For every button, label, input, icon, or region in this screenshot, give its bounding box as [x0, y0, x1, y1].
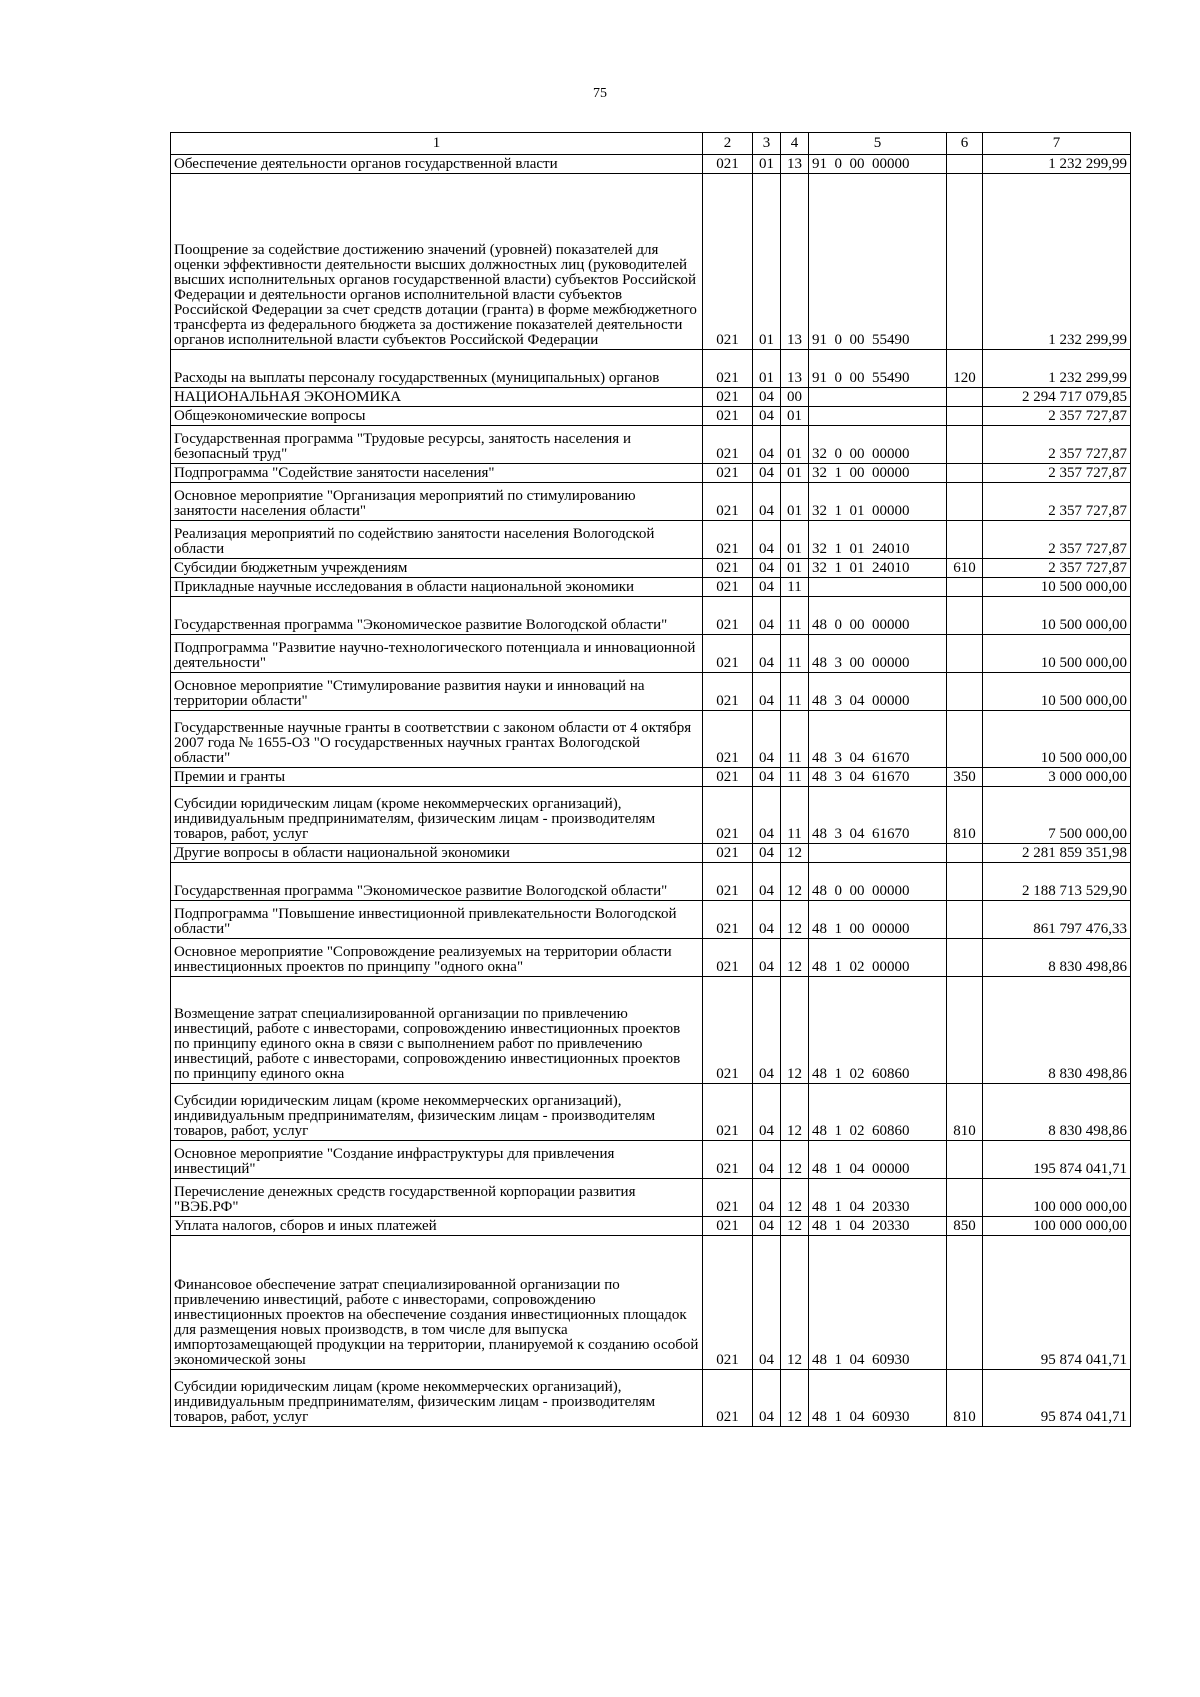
table-row: [171, 1236, 1131, 1370]
subsection-cell: 01: [781, 483, 809, 521]
row-name-cell: НАЦИОНАЛЬНАЯ ЭКОНОМИКА: [171, 388, 703, 407]
expense-type-cell: [947, 483, 983, 521]
table-body: [171, 155, 1131, 1427]
expense-type-cell: 120: [947, 350, 983, 388]
admin-code-cell: 021: [703, 174, 753, 350]
admin-code-cell: 021: [703, 787, 753, 844]
amount-cell: 861 797 476,33: [983, 901, 1131, 939]
admin-code-cell: 021: [703, 388, 753, 407]
admin-code-cell: 021: [703, 1217, 753, 1236]
row-name-cell: Субсидии бюджетным учреждениям: [171, 559, 703, 578]
subsection-cell: 00: [781, 388, 809, 407]
admin-code-cell: 021: [703, 597, 753, 635]
expense-type-cell: [947, 844, 983, 863]
target-article-cell: 91 0 00 00000: [809, 155, 947, 174]
amount-cell: 195 874 041,71: [983, 1141, 1131, 1179]
table-row: [171, 407, 1131, 426]
target-article-cell: [809, 844, 947, 863]
budget-table: [170, 132, 1131, 1427]
admin-code-cell: 021: [703, 1179, 753, 1217]
section-cell: 04: [753, 407, 781, 426]
row-name-cell: Основное мероприятие "Организация мероприятий по стимулированию занятости населения области": [171, 483, 703, 521]
admin-code-cell: 021: [703, 155, 753, 174]
expense-type-cell: [947, 1141, 983, 1179]
amount-cell: 1 232 299,99: [983, 174, 1131, 350]
amount-cell: 1 232 299,99: [983, 350, 1131, 388]
target-article-cell: 48 0 00 00000: [809, 863, 947, 901]
subsection-cell: 11: [781, 673, 809, 711]
admin-code-cell: 021: [703, 711, 753, 768]
row-name-cell: Подпрограмма "Повышение инвестиционной привлекательности Вологодской области": [171, 901, 703, 939]
row-name-cell: Премии и гранты: [171, 768, 703, 787]
subsection-cell: 11: [781, 635, 809, 673]
subsection-cell: 12: [781, 1141, 809, 1179]
admin-code-cell: 021: [703, 635, 753, 673]
row-name-cell: Прикладные научные исследования в области национальной экономики: [171, 578, 703, 597]
row-name-cell: Уплата налогов, сборов и иных платежей: [171, 1217, 703, 1236]
header-row: [171, 133, 1131, 155]
table-row: [171, 1217, 1131, 1236]
target-article-cell: 48 1 04 20330: [809, 1217, 947, 1236]
subsection-cell: 01: [781, 407, 809, 426]
expense-type-cell: [947, 597, 983, 635]
table-row: [171, 559, 1131, 578]
amount-cell: 2 357 727,87: [983, 426, 1131, 464]
subsection-cell: 01: [781, 426, 809, 464]
target-article-cell: 32 1 00 00000: [809, 464, 947, 483]
expense-type-cell: [947, 673, 983, 711]
table-row: [171, 901, 1131, 939]
table-row: [171, 464, 1131, 483]
section-cell: 04: [753, 521, 781, 559]
target-article-cell: 32 1 01 00000: [809, 483, 947, 521]
row-name-cell: Подпрограмма "Развитие научно-технологического потенциала и инновационной деятельности": [171, 635, 703, 673]
expense-type-cell: [947, 174, 983, 350]
expense-type-cell: [947, 1179, 983, 1217]
admin-code-cell: 021: [703, 426, 753, 464]
table-row: [171, 711, 1131, 768]
section-cell: 04: [753, 901, 781, 939]
section-cell: 01: [753, 174, 781, 350]
row-name-cell: Государственная программа "Трудовые ресурсы, занятость населения и безопасный труд": [171, 426, 703, 464]
section-cell: 04: [753, 559, 781, 578]
subsection-cell: 01: [781, 464, 809, 483]
section-cell: 04: [753, 1141, 781, 1179]
section-cell: 04: [753, 711, 781, 768]
amount-cell: 2 357 727,87: [983, 407, 1131, 426]
row-name-cell: Возмещение затрат специализированной организации по привлечению инвестиций, работе с инвесторами, сопровождению инвестиционных проектов по принципу единого окна в связи с выполнением работ по привлечению инвестиций, работе с инвесторами, сопровождению инвестиционных проектов по принципу единого окна: [171, 977, 703, 1084]
column-header: 5: [809, 133, 947, 155]
section-cell: 01: [753, 155, 781, 174]
amount-cell: 10 500 000,00: [983, 578, 1131, 597]
admin-code-cell: 021: [703, 863, 753, 901]
admin-code-cell: 021: [703, 464, 753, 483]
amount-cell: 3 000 000,00: [983, 768, 1131, 787]
expense-type-cell: 350: [947, 768, 983, 787]
amount-cell: 2 357 727,87: [983, 483, 1131, 521]
subsection-cell: 01: [781, 521, 809, 559]
expense-type-cell: [947, 407, 983, 426]
target-article-cell: [809, 578, 947, 597]
target-article-cell: 91 0 00 55490: [809, 350, 947, 388]
section-cell: 04: [753, 597, 781, 635]
expense-type-cell: [947, 155, 983, 174]
row-name-cell: Обеспечение деятельности органов государственной власти: [171, 155, 703, 174]
expense-type-cell: [947, 635, 983, 673]
row-name-cell: Реализация мероприятий по содействию занятости населения Вологодской области: [171, 521, 703, 559]
column-header: 1: [171, 133, 703, 155]
subsection-cell: 13: [781, 174, 809, 350]
table-row: [171, 350, 1131, 388]
target-article-cell: 48 1 04 60930: [809, 1370, 947, 1427]
amount-cell: 2 357 727,87: [983, 521, 1131, 559]
amount-cell: 2 281 859 351,98: [983, 844, 1131, 863]
section-cell: 04: [753, 388, 781, 407]
expense-type-cell: [947, 426, 983, 464]
column-header: 4: [781, 133, 809, 155]
target-article-cell: 32 1 01 24010: [809, 521, 947, 559]
target-article-cell: 91 0 00 55490: [809, 174, 947, 350]
amount-cell: 100 000 000,00: [983, 1217, 1131, 1236]
table-row: [171, 483, 1131, 521]
section-cell: 01: [753, 350, 781, 388]
subsection-cell: 12: [781, 863, 809, 901]
admin-code-cell: 021: [703, 1141, 753, 1179]
table-row: [171, 863, 1131, 901]
admin-code-cell: 021: [703, 350, 753, 388]
subsection-cell: 11: [781, 597, 809, 635]
row-name-cell: Основное мероприятие "Создание инфраструктуры для привлечения инвестиций": [171, 1141, 703, 1179]
expense-type-cell: 810: [947, 787, 983, 844]
table-row: [171, 635, 1131, 673]
expense-type-cell: [947, 464, 983, 483]
amount-cell: 1 232 299,99: [983, 155, 1131, 174]
amount-cell: 2 294 717 079,85: [983, 388, 1131, 407]
expense-type-cell: [947, 863, 983, 901]
column-header: 6: [947, 133, 983, 155]
section-cell: 04: [753, 1236, 781, 1370]
row-name-cell: Субсидии юридическим лицам (кроме некоммерческих организаций), индивидуальным предпринимателям, физическим лицам - производителям товаров, работ, услуг: [171, 1370, 703, 1427]
page-number: 75: [593, 86, 607, 101]
table-row: [171, 597, 1131, 635]
amount-cell: 7 500 000,00: [983, 787, 1131, 844]
subsection-cell: 12: [781, 844, 809, 863]
admin-code-cell: 021: [703, 1370, 753, 1427]
amount-cell: 8 830 498,86: [983, 977, 1131, 1084]
target-article-cell: 48 3 04 61670: [809, 711, 947, 768]
row-name-cell: Подпрограмма "Содействие занятости населения": [171, 464, 703, 483]
section-cell: 04: [753, 1370, 781, 1427]
section-cell: 04: [753, 426, 781, 464]
admin-code-cell: 021: [703, 844, 753, 863]
expense-type-cell: 850: [947, 1217, 983, 1236]
target-article-cell: 48 3 04 00000: [809, 673, 947, 711]
subsection-cell: 12: [781, 977, 809, 1084]
subsection-cell: 12: [781, 1217, 809, 1236]
expense-type-cell: 810: [947, 1084, 983, 1141]
section-cell: 04: [753, 787, 781, 844]
amount-cell: 10 500 000,00: [983, 597, 1131, 635]
section-cell: 04: [753, 483, 781, 521]
expense-type-cell: [947, 1236, 983, 1370]
subsection-cell: 12: [781, 1370, 809, 1427]
admin-code-cell: 021: [703, 559, 753, 578]
target-article-cell: 48 1 00 00000: [809, 901, 947, 939]
section-cell: 04: [753, 768, 781, 787]
subsection-cell: 11: [781, 578, 809, 597]
subsection-cell: 01: [781, 559, 809, 578]
section-cell: 04: [753, 977, 781, 1084]
target-article-cell: 48 1 04 20330: [809, 1179, 947, 1217]
row-name-cell: Поощрение за содействие достижению значений (уровней) показателей для оценки эффективности деятельности высших должностных лиц (руководителей высших исполнительных органов государственной власти) субъектов Российской Федерации и деятельности органов исполнительной власти субъектов Российской Федерации за счет средств дотации (гранта) в форме межбюджетного трансферта из федерального бюджета за достижение показателей деятельности органов исполнительной власти субъектов Российской Федерации: [171, 174, 703, 350]
admin-code-cell: 021: [703, 939, 753, 977]
table-row: [171, 174, 1131, 350]
section-cell: 04: [753, 673, 781, 711]
subsection-cell: 12: [781, 1179, 809, 1217]
subsection-cell: 11: [781, 711, 809, 768]
admin-code-cell: 021: [703, 578, 753, 597]
admin-code-cell: 021: [703, 768, 753, 787]
table-row: [171, 521, 1131, 559]
admin-code-cell: 021: [703, 1236, 753, 1370]
column-header: 2: [703, 133, 753, 155]
row-name-cell: Субсидии юридическим лицам (кроме некоммерческих организаций), индивидуальным предпринимателям, физическим лицам - производителям товаров, работ, услуг: [171, 1084, 703, 1141]
amount-cell: 10 500 000,00: [983, 635, 1131, 673]
subsection-cell: 13: [781, 155, 809, 174]
subsection-cell: 13: [781, 350, 809, 388]
amount-cell: 8 830 498,86: [983, 939, 1131, 977]
target-article-cell: 48 1 02 60860: [809, 1084, 947, 1141]
expense-type-cell: 810: [947, 1370, 983, 1427]
target-article-cell: 48 3 00 00000: [809, 635, 947, 673]
target-article-cell: [809, 388, 947, 407]
table-row: [171, 1370, 1131, 1427]
admin-code-cell: 021: [703, 1084, 753, 1141]
subsection-cell: 12: [781, 1084, 809, 1141]
amount-cell: 10 500 000,00: [983, 711, 1131, 768]
subsection-cell: 12: [781, 901, 809, 939]
section-cell: 04: [753, 939, 781, 977]
target-article-cell: 48 3 04 61670: [809, 787, 947, 844]
table-row: [171, 673, 1131, 711]
target-article-cell: 48 0 00 00000: [809, 597, 947, 635]
column-header: 3: [753, 133, 781, 155]
subsection-cell: 12: [781, 939, 809, 977]
expense-type-cell: [947, 711, 983, 768]
target-article-cell: [809, 407, 947, 426]
admin-code-cell: 021: [703, 521, 753, 559]
target-article-cell: 32 0 00 00000: [809, 426, 947, 464]
table-row: [171, 578, 1131, 597]
target-article-cell: 48 1 04 00000: [809, 1141, 947, 1179]
table-row: [171, 768, 1131, 787]
subsection-cell: 12: [781, 1236, 809, 1370]
expense-type-cell: [947, 578, 983, 597]
target-article-cell: 32 1 01 24010: [809, 559, 947, 578]
row-name-cell: Государственные научные гранты в соответствии с законом области от 4 октября 2007 года № 1655-ОЗ "О государственных научных грантах Вологодской области": [171, 711, 703, 768]
expense-type-cell: [947, 901, 983, 939]
table-row: [171, 939, 1131, 977]
table-row: [171, 426, 1131, 464]
amount-cell: 8 830 498,86: [983, 1084, 1131, 1141]
amount-cell: 95 874 041,71: [983, 1370, 1131, 1427]
subsection-cell: 11: [781, 768, 809, 787]
row-name-cell: Перечисление денежных средств государственной корпорации развития "ВЭБ.РФ": [171, 1179, 703, 1217]
admin-code-cell: 021: [703, 483, 753, 521]
row-name-cell: Государственная программа "Экономическое развитие Вологодской области": [171, 863, 703, 901]
subsection-cell: 11: [781, 787, 809, 844]
section-cell: 04: [753, 1217, 781, 1236]
table-row: [171, 844, 1131, 863]
amount-cell: 10 500 000,00: [983, 673, 1131, 711]
target-article-cell: 48 1 04 60930: [809, 1236, 947, 1370]
section-cell: 04: [753, 1084, 781, 1141]
amount-cell: 2 357 727,87: [983, 559, 1131, 578]
row-name-cell: Основное мероприятие "Сопровождение реализуемых на территории области инвестиционных проектов по принципу "одного окна": [171, 939, 703, 977]
section-cell: 04: [753, 1179, 781, 1217]
row-name-cell: Общеэкономические вопросы: [171, 407, 703, 426]
row-name-cell: Расходы на выплаты персоналу государственных (муниципальных) органов: [171, 350, 703, 388]
target-article-cell: 48 1 02 60860: [809, 977, 947, 1084]
admin-code-cell: 021: [703, 977, 753, 1084]
expense-type-cell: [947, 939, 983, 977]
row-name-cell: Другие вопросы в области национальной экономики: [171, 844, 703, 863]
amount-cell: 2 188 713 529,90: [983, 863, 1131, 901]
amount-cell: 2 357 727,87: [983, 464, 1131, 483]
table-row: [171, 1084, 1131, 1141]
section-cell: 04: [753, 863, 781, 901]
target-article-cell: 48 3 04 61670: [809, 768, 947, 787]
expense-type-cell: [947, 521, 983, 559]
column-header: 7: [983, 133, 1131, 155]
amount-cell: 95 874 041,71: [983, 1236, 1131, 1370]
row-name-cell: Государственная программа "Экономическое развитие Вологодской области": [171, 597, 703, 635]
table-row: [171, 977, 1131, 1084]
target-article-cell: 48 1 02 00000: [809, 939, 947, 977]
table-row: [171, 787, 1131, 844]
expense-type-cell: [947, 977, 983, 1084]
expense-type-cell: 610: [947, 559, 983, 578]
table-row: [171, 388, 1131, 407]
section-cell: 04: [753, 844, 781, 863]
admin-code-cell: 021: [703, 901, 753, 939]
admin-code-cell: 021: [703, 673, 753, 711]
row-name-cell: Основное мероприятие "Стимулирование развития науки и инноваций на территории области": [171, 673, 703, 711]
table-row: [171, 155, 1131, 174]
section-cell: 04: [753, 635, 781, 673]
section-cell: 04: [753, 464, 781, 483]
amount-cell: 100 000 000,00: [983, 1179, 1131, 1217]
section-cell: 04: [753, 578, 781, 597]
expense-type-cell: [947, 388, 983, 407]
row-name-cell: Финансовое обеспечение затрат специализированной организации по привлечению инвестиций, работе с инвесторами, сопровождению инвестиционных проектов на обеспечение создания инвестиционных площадок для размещения новых производств, в том числе для выпуска импортозамещающей продукции на территории, планируемой к созданию особой экономической зоны: [171, 1236, 703, 1370]
admin-code-cell: 021: [703, 407, 753, 426]
table-row: [171, 1141, 1131, 1179]
row-name-cell: Субсидии юридическим лицам (кроме некоммерческих организаций), индивидуальным предпринимателям, физическим лицам - производителям товаров, работ, услуг: [171, 787, 703, 844]
table-row: [171, 1179, 1131, 1217]
